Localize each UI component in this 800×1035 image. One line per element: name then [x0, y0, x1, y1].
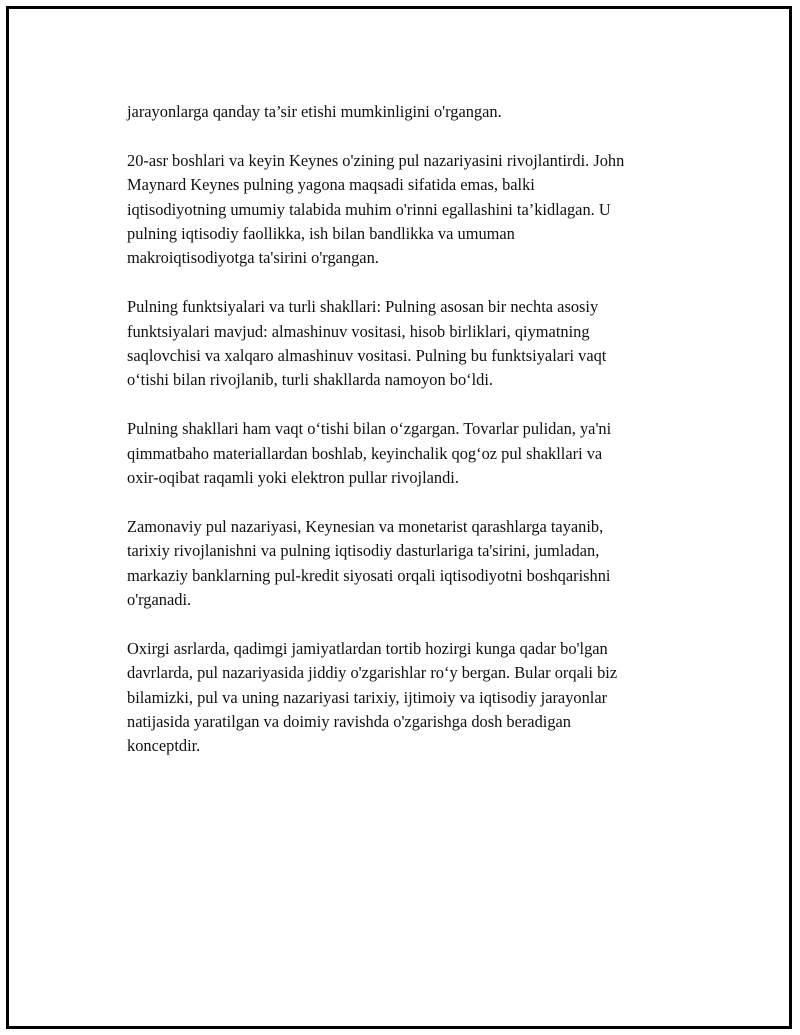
paragraph-3 — [127, 295, 687, 393]
text-line: tarixiy rivojlanishni va pulning iqtisodiy dasturlariga ta'sirini, jumladan, — [127, 541, 600, 561]
text-line: iqtisodiyotning umumiy talabida muhim o'rinni egallashini ta’kidlagan. U — [127, 199, 611, 219]
page-frame — [6, 6, 792, 1029]
text-line: Maynard Keynes pulning yagona maqsadi sifatida emas, balki — [127, 175, 535, 195]
text-line: o‘tishi bilan rivojlanib, turli shakllarda namoyon bo‘ldi. — [127, 370, 493, 390]
text-line: markaziy banklarning pul-kredit siyosati orqali iqtisodiyotni boshqarishni — [127, 565, 611, 585]
paragraph-5 — [127, 515, 687, 613]
text-line: jarayonlarga qanday ta’sir etishi mumkinligini o'rgangan. — [127, 102, 502, 121]
text-line: natijasida yaratilgan va doimiy ravishda o'zgarishga dosh beradigan — [127, 712, 571, 732]
text-line: Zamonaviy pul nazariyasi, Keynesian va monetarist qarashlarga tayanib, — [127, 516, 604, 536]
text-line: pulning iqtisodiy faollikka, ish bilan bandlikka va umuman — [127, 224, 515, 244]
paragraph-2 — [127, 149, 687, 271]
text-line: davrlarda, pul nazariyasida jiddiy o'zgarishlar ro‘y bergan. Bular orqali biz — [127, 663, 618, 683]
text-line: konceptdir. — [127, 736, 201, 756]
text-line: bilamizki, pul va uning nazariyasi tarixiy, ijtimoiy va iqtisodiy jarayonlar — [127, 687, 608, 707]
text-line: 20-asr boshlari va keyin Keynes o'zining pul nazariyasini rivojlantirdi. John — [127, 150, 625, 170]
paragraph-4 — [127, 417, 687, 490]
text-line: funktsiyalari mavjud: almashinuv vositasi, hisob birliklari, qiymatning — [127, 321, 590, 341]
text-line: saqlovchisi va xalqaro almashinuv vositasi. Pulning bu funktsiyalari vaqt — [127, 346, 607, 366]
text-line: Pulning funktsiyalari va turli shakllari: Pulning asosan bir nechta asosiy — [127, 297, 599, 317]
document-body — [127, 100, 687, 783]
paragraph-6 — [127, 637, 687, 759]
text-line: o'rganadi. — [127, 590, 192, 610]
text-line: qimmatbaho materiallardan boshlab, keyinchalik qog‘oz pul shakllari va — [127, 443, 603, 463]
paragraph-1 — [127, 100, 687, 124]
text-line: makroiqtisodiyotga ta'sirini o'rgangan. — [127, 248, 379, 268]
text-line: oxir-oqibat raqamli yoki elektron pullar rivojlandi. — [127, 468, 459, 488]
text-line: Oxirgi asrlarda, qadimgi jamiyatlardan tortib hozirgi kunga qadar bo'lgan — [127, 638, 608, 658]
text-line: Pulning shakllari ham vaqt o‘tishi bilan o‘zgargan. Tovarlar pulidan, ya'ni — [127, 419, 612, 439]
